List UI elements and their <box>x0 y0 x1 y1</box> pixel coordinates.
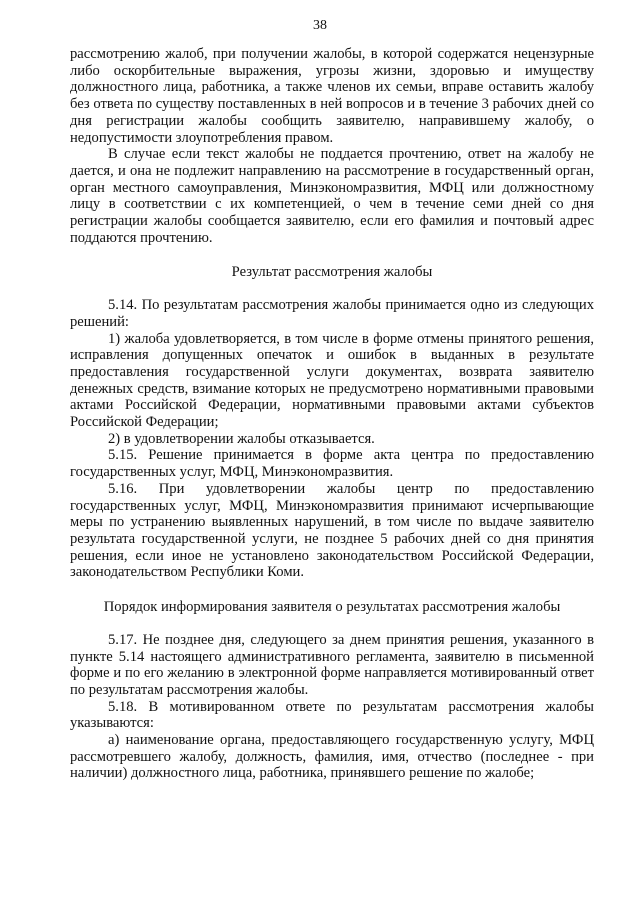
section-heading-informing: Порядок информирования заявителя о результатах рассмотрения жалобы <box>103 599 561 616</box>
paragraph-item-a: а) наименование органа, предоставляющего государственную услугу, МФЦ рассмотревшего жалобу, должность, фамилия, имя, отчество (последнее - при наличии) должностного лица, работника, принявшего решение по жалобе; <box>70 732 594 782</box>
spacer <box>70 581 594 599</box>
section-heading-result: Результат рассмотрения жалобы <box>231 264 433 281</box>
spacer <box>70 246 594 264</box>
paragraph-5-14: 5.14. По результатам рассмотрения жалобы принимается одно из следующих решений: <box>70 297 594 330</box>
paragraph-abuse-complaints: рассмотрению жалоб, при получении жалобы, в которой содержатся нецензурные либо оскорбительные выражения, угрозы жизни, здоровью и имуществу должностного лица, работника, а также членов их семьи, вправе оставить жалобу без ответа по существу поставленных в ней вопросов и в течение 3 рабочих дней со дня регистрации жалобы сообщить заявителю, направившему жалобу, о недопустимости злоупотребления правом. <box>70 46 594 146</box>
spacer <box>70 281 594 297</box>
document-body <box>70 46 594 782</box>
paragraph-5-15: 5.15. Решение принимается в форме акта центра по предоставлению государственных услуг, МФЦ, Минэкономразвития. <box>70 447 594 481</box>
spacer <box>70 616 594 632</box>
paragraph-5-18: 5.18. В мотивированном ответе по результатам рассмотрения жалобы указываются: <box>70 698 594 732</box>
paragraph-unreadable-complaint: В случае если текст жалобы не поддается прочтению, ответ на жалобу не дается, и она не подлежит направлению на рассмотрение в государственный орган, орган местного самоуправления, Минэкономразвития, МФЦ или должностному лицу в соответствии с их компетенцией, о чем в течение семи дней со дня регистрации жалобы сообщается заявителю, если его фамилия и почтовый адрес поддаются прочтению. <box>70 146 594 246</box>
paragraph-5-16: 5.16. При удовлетворении жалобы центр по предоставлению государственных услуг, МФЦ, Минэкономразвития принимают исчерпывающие меры по устранению выявленных нарушений, в том числе по выдаче заявителю результата государственной услуги, не позднее 5 рабочих дней со дня принятия решения, если иное не установлено законодательством Российской Федерации, законодательством Республики Коми. <box>70 480 594 581</box>
paragraph-5-17: 5.17. Не позднее дня, следующего за днем принятия решения, указанного в пункте 5.14 настоящего административного регламента, заявителю в письменной форме и по его желанию в электронной форме направляется мотивированный ответ по результатам рассмотрения жалобы. <box>70 631 594 698</box>
page-number: 38 <box>313 18 327 33</box>
paragraph-decision-satisfied: 1) жалоба удовлетворяется, в том числе в форме отмены принятого решения, исправления допущенных опечаток и ошибок в выданных в результате предоставления государственной услуги документах, возврата заявителю денежных средств, взимание которых не предусмотрено нормативными правовыми актами Российской Федерации, нормативными правовыми актами субъектов Российской Федерации; <box>70 330 594 431</box>
paragraph-decision-refused: 2) в удовлетворении жалобы отказывается. <box>108 430 375 447</box>
